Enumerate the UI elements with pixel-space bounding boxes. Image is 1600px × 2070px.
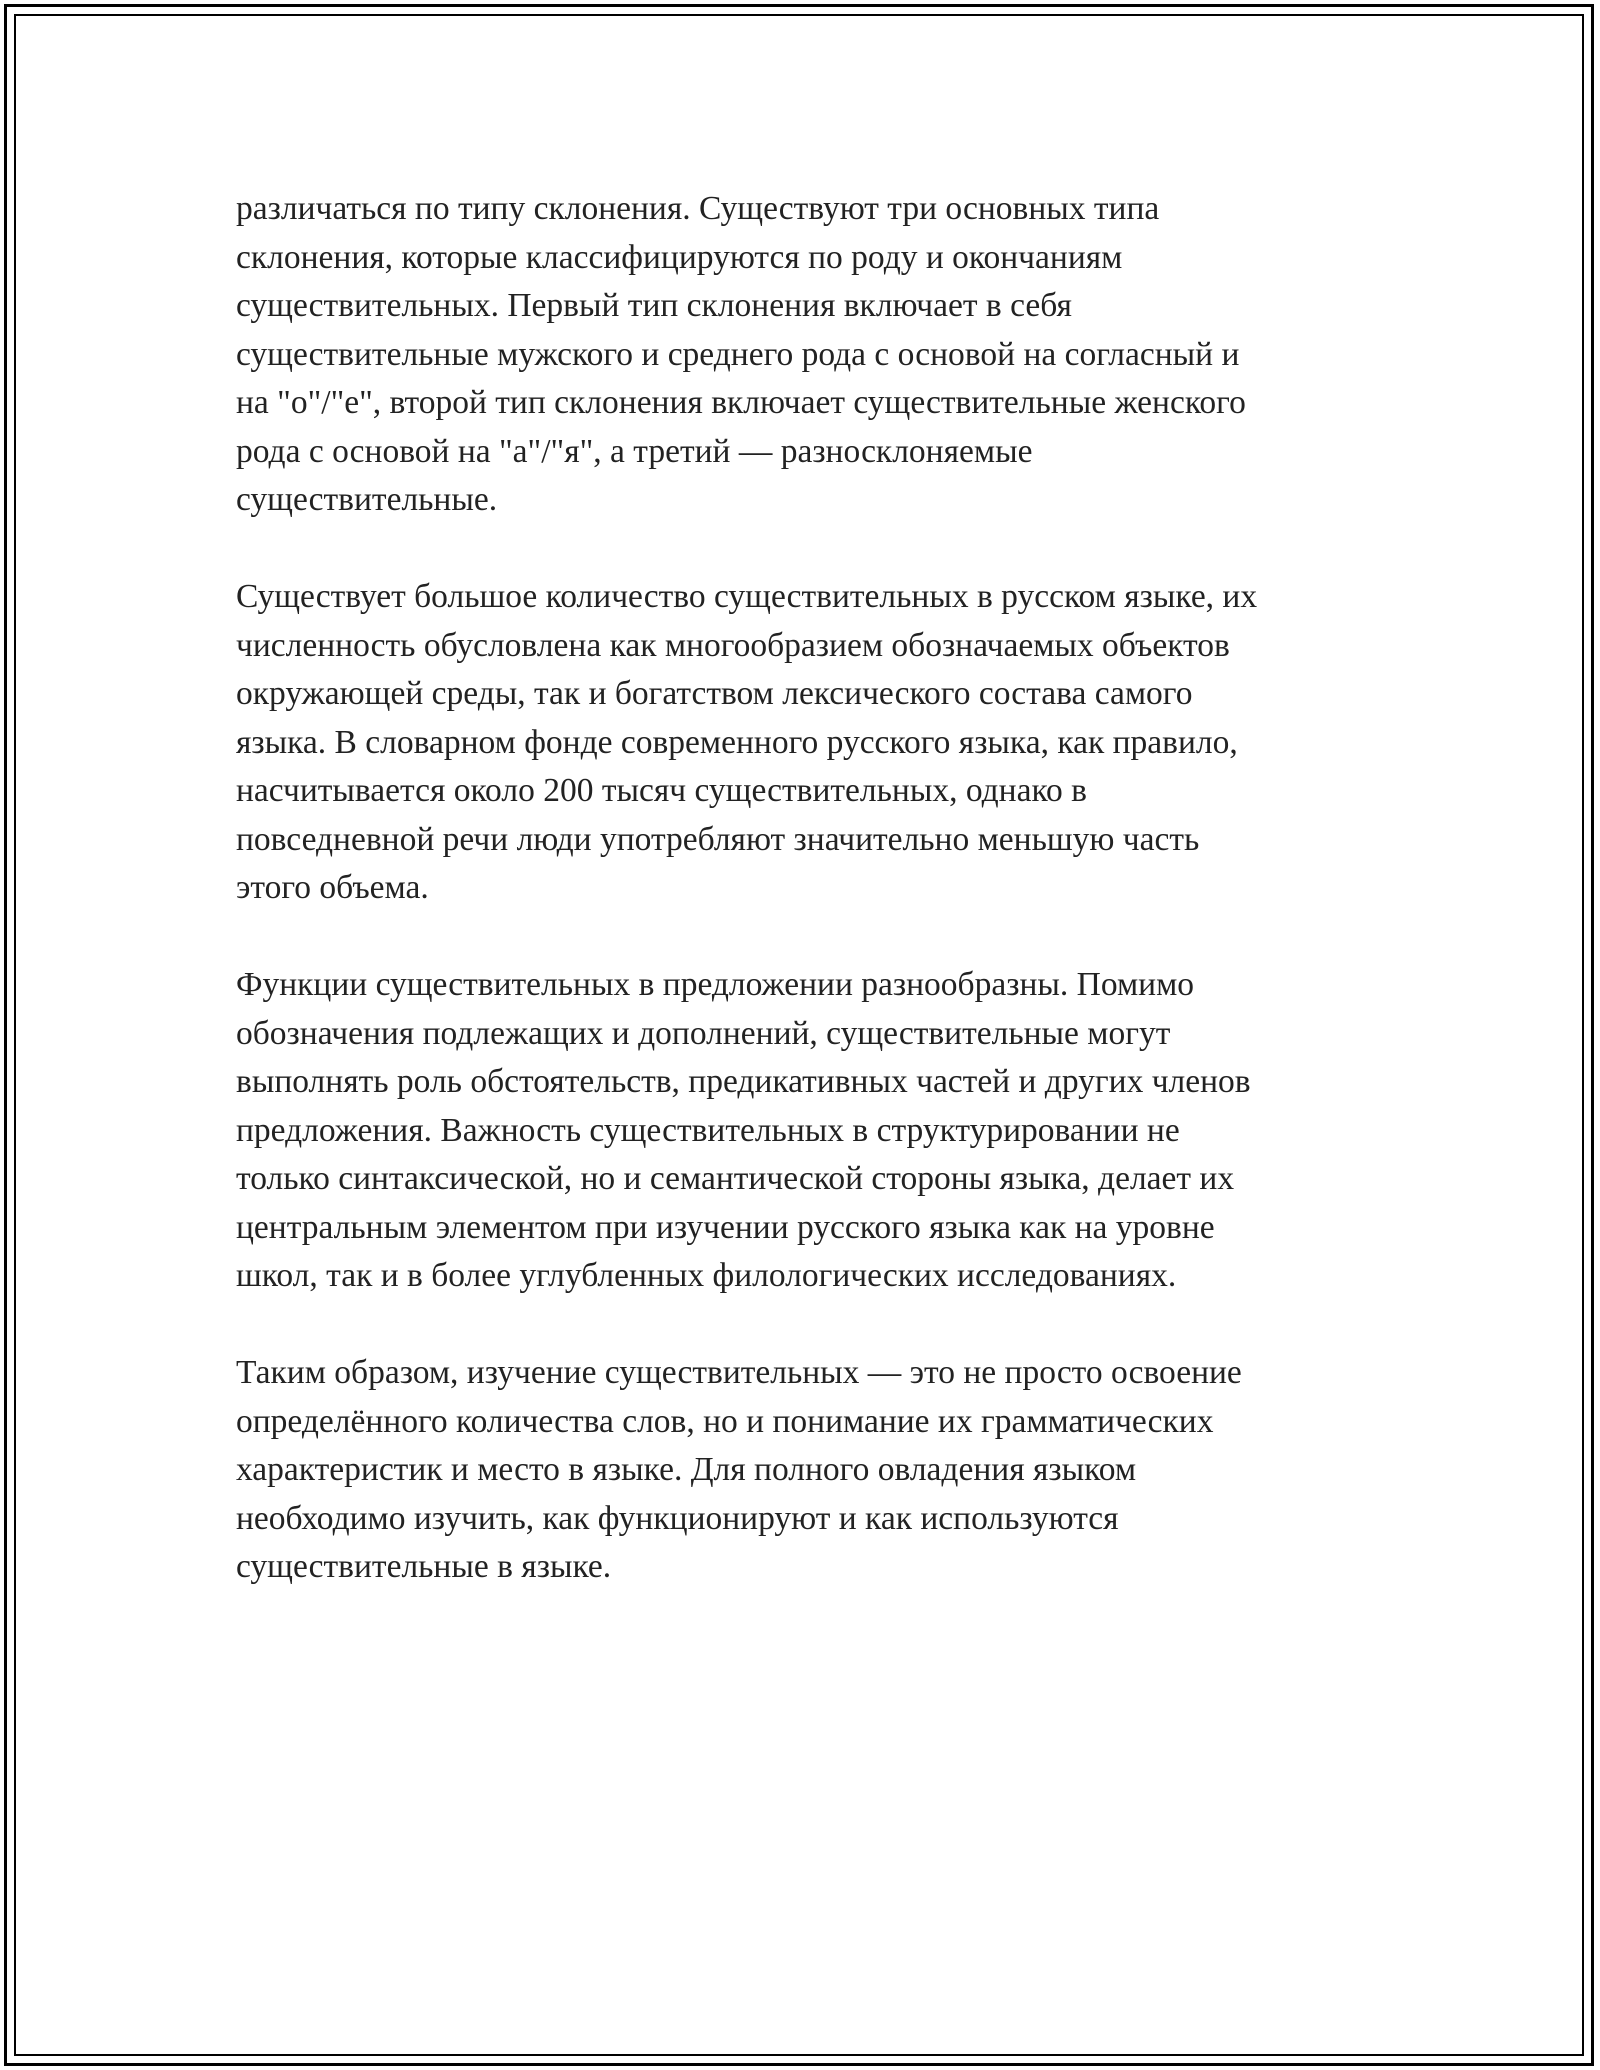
paragraph-noun-functions: Функции существительных в предложении разнообразны. Помимо обозначения подлежащих и дополнений, существительные могут выполнять роль обстоятельств, предикативных частей и других членов предложения. Важность существительных в структурировании не только синтаксической, но и семантической стороны языка, делает их центральным элементом при изучении русского языка как на уровне школ, так и в более углубленных филологических исследованиях. (236, 966, 1251, 1294)
document-body (236, 185, 1386, 1640)
paragraph-noun-quantity: Существует большое количество существительных в русском языке, их численность обусловлена как многообразием обозначаемых объектов окружающей среды, так и богатством лексического состава самого языка. В словарном фонде современного русского языка, как правило, насчитывается около 200 тысяч существительных, однако в повседневной речи люди употребляют значительно меньшую часть этого объема. (236, 578, 1258, 906)
paragraph-conclusion: Таким образом, изучение существительных — это не просто освоение определённого количества слов, но и понимание их грамматических характеристик и место в языке. Для полного овладения языком необходимо изучить, как функционируют и как используются существительные в языке. (236, 1354, 1242, 1585)
paragraph-declension-types: различаться по типу склонения. Существуют три основных типа склонения, которые классифицируются по роду и окончаниям существительных. Первый тип склонения включает в себя существительные мужского и среднего рода с основой на согласный и на "о"/"е", второй тип склонения включает существительные женского рода с основой на "а"/"я", а третий — разносклоняемые существительные. (236, 190, 1246, 518)
